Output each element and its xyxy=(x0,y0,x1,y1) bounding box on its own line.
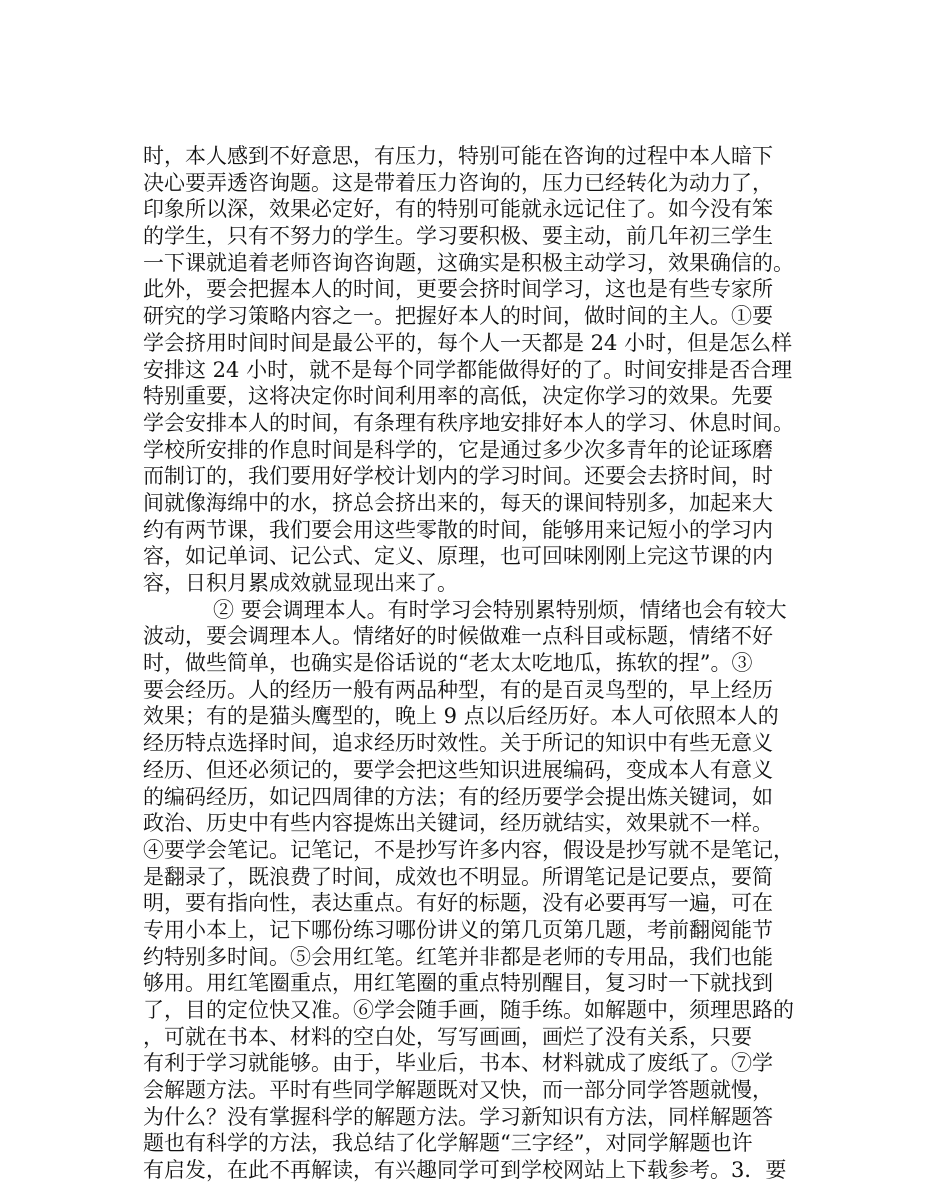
paragraph-2 xyxy=(143,597,815,1184)
text-line: 会解题方法。平时有些同学解题既对又快，而一部分同学答题就慢， xyxy=(143,1078,773,1103)
text-line: 经历特点选择时间，追求经历时效性。关于所记的知识中有些无意义 xyxy=(143,731,773,756)
paragraph-1 xyxy=(143,143,815,597)
text-line: 明，要有指向性，表达重点。有好的标题，没有必要再写一遍，可在 xyxy=(143,891,773,916)
text-line: 波动，要会调理本人。情绪好的时候做难一点科目或标题，情绪不好 xyxy=(143,624,773,649)
text-line: 安排这 24 小时，就不是每个同学都能做得好的了。时间安排是否合理 xyxy=(143,357,793,382)
text-line: 决心要弄透咨询题。这是带着压力咨询的，压力已经转化为动力了， xyxy=(143,170,773,195)
text-line: 研究的学习策略内容之一。把握好本人的时间，做时间的主人。①要 xyxy=(143,304,773,329)
text-line: 约有两节课，我们要会用这些零散的时间，能够用来记短小的学习内 xyxy=(143,517,773,542)
text-line: 时，做些简单，也确实是俗话说的“老太太吃地瓜，拣软的捏”。③ xyxy=(143,651,753,676)
text-line: 学会挤用时间时间是最公平的，每个人一天都是 24 小时，但是怎么样 xyxy=(143,330,793,355)
text-line: 有启发，在此不再解读，有兴趣同学可到学校网站上下载参考。3．要 xyxy=(143,1158,787,1183)
text-line: 约特别多时间。⑤会用红笔。红笔并非都是老师的专用品，我们也能 xyxy=(143,944,773,969)
text-line: 的编码经历，如记四周律的方法；有的经历要学会提出炼关键词，如 xyxy=(143,784,773,809)
text-line: 要会经历。人的经历一般有两品种型，有的是百灵鸟型的，早上经历 xyxy=(143,677,773,702)
text-line: ② 要会调理本人。有时学习会特别累特别烦，情绪也会有较大 xyxy=(213,597,787,622)
text-line: 学校所安排的作息时间是科学的，它是通过多少次多青年的论证琢磨 xyxy=(143,437,773,462)
text-line: 的学生，只有不努力的学生。学习要积极、要主动，前几年初三学生 xyxy=(143,224,773,249)
text-line: 容，日积月累成效就显现出来了。 xyxy=(143,571,458,595)
text-line: 有利于学习就能够。由于，毕业后，书本、材料就成了废纸了。⑦学 xyxy=(143,1051,773,1076)
text-line: 学会安排本人的时间，有条理有秩序地安排好本人的学习、休息时间。 xyxy=(143,410,794,435)
text-line: 够用。用红笔圈重点，用红笔圈的重点特别醒目，复习时一下就找到 xyxy=(143,971,773,996)
text-line: 了，目的定位快又准。⑥学会随手画，随手练。如解题中，须理思路的 xyxy=(143,998,794,1022)
text-line: ④要学会笔记。记笔记，不是抄写许多内容，假设是抄写就不是笔记， xyxy=(143,837,794,862)
text-line: 时，本人感到不好意思，有压力，特别可能在咨询的过程中本人暗下 xyxy=(143,144,773,168)
document-page xyxy=(143,143,815,1184)
text-line: ，可就在书本、材料的空白处，写写画画，画烂了没有关系，只要 xyxy=(143,1024,752,1049)
text-line: 而制订的，我们要用好学校计划内的学习时间。还要会去挤时间，时 xyxy=(143,464,773,489)
text-line: 题也有科学的方法，我总结了化学解题“三字经”，对同学解题也许 xyxy=(143,1131,753,1156)
text-line: 政治、历史中有些内容提炼出关键词，经历就结实，效果就不一样。 xyxy=(143,811,773,836)
text-line: 特别重要，这将决定你时间利用率的高低，决定你学习的效果。先要 xyxy=(143,384,773,409)
text-line: 间就像海绵中的水，挤总会挤出来的，每天的课间特别多，加起来大 xyxy=(143,490,773,515)
text-line: 此外，要会把握本人的时间，更要会挤时间学习，这也是有些专家所 xyxy=(143,277,773,302)
text-line: 是翻录了，既浪费了时间，成效也不明显。所谓笔记是记要点，要简 xyxy=(143,864,773,889)
text-line: 容，如记单词、记公式、定义、原理，也可回味刚刚上完这节课的内 xyxy=(143,544,773,569)
text-line: 经历、但还必须记的，要学会把这些知识进展编码，变成本人有意义 xyxy=(143,757,773,782)
text-line: 效果；有的是猫头鹰型的，晚上 9 点以后经历好。本人可依照本人的 xyxy=(143,704,779,729)
text-line: 专用小本上，记下哪份练习哪份讲义的第几页第几题，考前翻阅能节 xyxy=(143,917,773,942)
text-line: 为什么？没有掌握科学的解题方法。学习新知识有方法，同样解题答 xyxy=(143,1104,773,1129)
text-line: 一下课就追着老师咨询咨询题，这确实是积极主动学习，效果确信的。 xyxy=(143,250,794,275)
text-line: 印象所以深，效果必定好，有的特别可能就永远记住了。如今没有笨 xyxy=(143,197,773,222)
